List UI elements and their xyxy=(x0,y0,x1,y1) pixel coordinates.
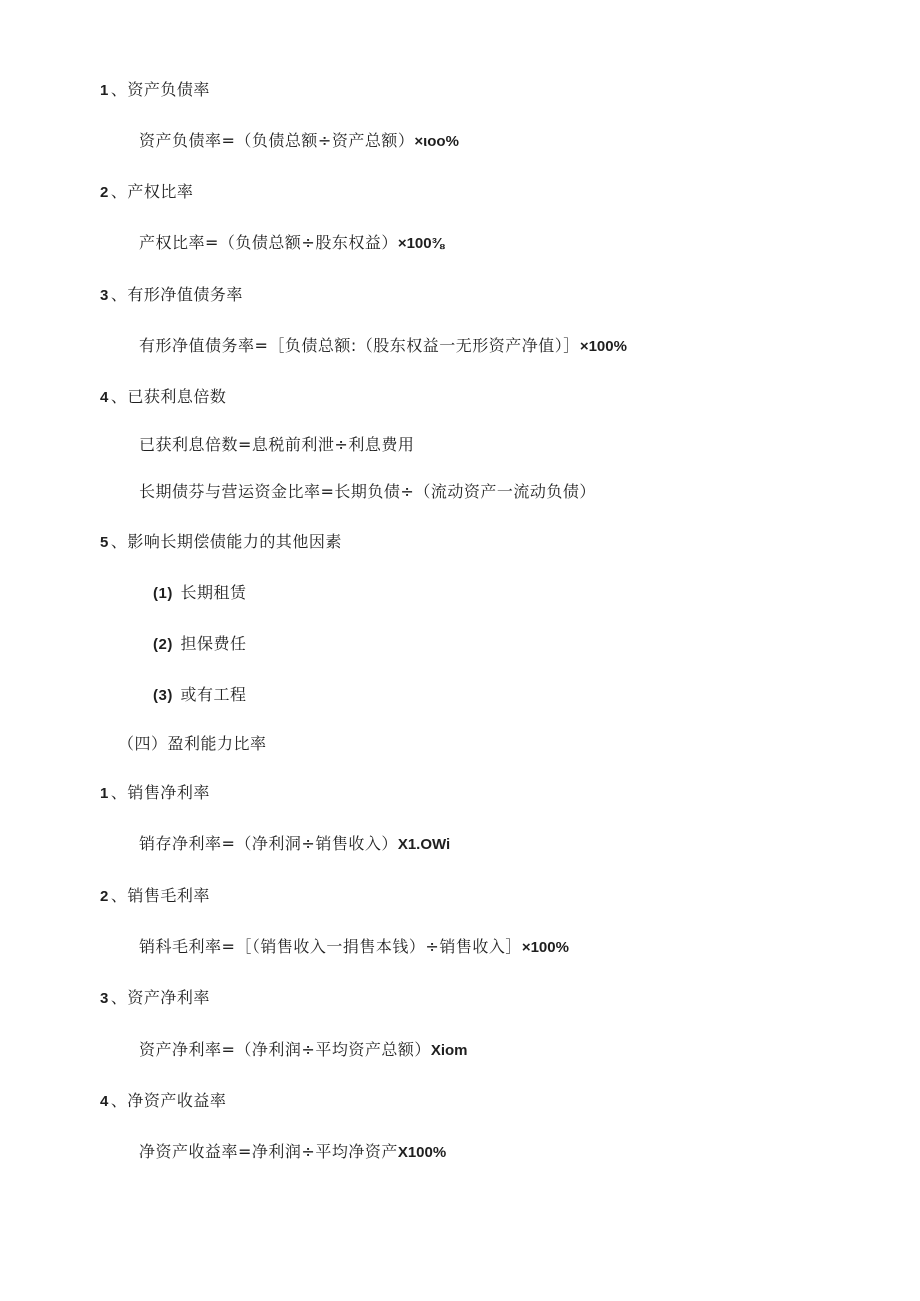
sub-item-number: (3) xyxy=(153,687,173,704)
formula-text: 销存净利率=（净利洞÷销售收入） xyxy=(139,834,398,853)
section-heading xyxy=(118,734,267,754)
formula-text: 净资产收益率=净利润÷平均净资产 xyxy=(139,1142,398,1161)
formula-line xyxy=(139,435,414,455)
formula-line xyxy=(139,834,450,855)
heading-text: 已获利息倍数 xyxy=(127,387,227,406)
sub-item-text: 或有工程 xyxy=(180,685,247,704)
heading-text: 资产负债率 xyxy=(127,80,210,99)
section-heading-text: （四）盈利能力比率 xyxy=(118,734,267,753)
heading-item xyxy=(100,886,210,907)
heading-separator: 、 xyxy=(110,387,128,406)
heading-item xyxy=(100,80,210,101)
heading-text: 有形净值债务率 xyxy=(127,285,243,304)
heading-text: 资产净利率 xyxy=(127,988,210,1007)
heading-number: 1 xyxy=(100,82,109,99)
sub-item-text: 长期租赁 xyxy=(180,583,247,602)
formula-text: 产权比率=（负债总额÷股东权益） xyxy=(139,233,398,252)
heading-text: 销售毛利率 xyxy=(127,886,210,905)
heading-text: 净资产收益率 xyxy=(127,1091,227,1110)
sub-item xyxy=(153,634,246,655)
formula-suffix: ×100⅜ xyxy=(397,235,445,252)
formula-line xyxy=(139,1040,468,1061)
heading-text: 影响长期偿债能力的其他因素 xyxy=(127,532,342,551)
formula-line xyxy=(139,482,596,502)
heading-number: 4 xyxy=(100,1093,109,1110)
heading-item xyxy=(100,182,193,203)
heading-number: 2 xyxy=(100,888,109,905)
heading-number: 5 xyxy=(100,534,109,551)
formula-suffix: X100% xyxy=(397,1144,447,1161)
formula-line xyxy=(139,937,569,958)
heading-separator: 、 xyxy=(110,783,128,802)
formula-text: 长期债芬与营运资金比率=长期负债÷（流动资产一流动负债） xyxy=(139,482,596,501)
formula-text: 有形净值债务率=［负债总额:（股东权益一无形资产净值）］ xyxy=(139,336,580,355)
heading-item xyxy=(100,387,226,408)
heading-text: 产权比率 xyxy=(127,182,194,201)
heading-separator: 、 xyxy=(110,532,128,551)
heading-number: 3 xyxy=(100,287,109,304)
sub-item xyxy=(153,685,246,706)
formula-line xyxy=(139,131,459,152)
heading-item xyxy=(100,988,210,1009)
heading-number: 3 xyxy=(100,990,109,1007)
formula-suffix: X1.OWi xyxy=(397,836,451,853)
heading-number: 1 xyxy=(100,785,109,802)
formula-suffix: ×100% xyxy=(521,939,569,956)
heading-number: 4 xyxy=(100,389,109,406)
heading-separator: 、 xyxy=(110,285,128,304)
formula-text: 资产负债率=（负债总额÷资产总额） xyxy=(139,131,415,150)
formula-text: 资产净利率=（净利润÷平均资产总额） xyxy=(139,1040,431,1059)
heading-item xyxy=(100,532,342,553)
formula-text: 销科毛利率=［（销售收入一捐售本钱）÷销售收入］ xyxy=(139,937,522,956)
heading-number: 2 xyxy=(100,184,109,201)
heading-separator: 、 xyxy=(110,988,128,1007)
sub-item-text: 担保费任 xyxy=(180,634,247,653)
heading-item xyxy=(100,783,210,804)
heading-separator: 、 xyxy=(110,182,128,201)
sub-item-number: (2) xyxy=(153,636,173,653)
heading-item xyxy=(100,285,243,306)
formula-suffix: Xiom xyxy=(430,1042,468,1059)
heading-separator: 、 xyxy=(110,886,128,905)
formula-line xyxy=(139,233,444,254)
formula-line xyxy=(139,1142,446,1163)
heading-text: 销售净利率 xyxy=(127,783,210,802)
formula-line xyxy=(139,336,627,357)
heading-item xyxy=(100,1091,226,1112)
sub-item-number: (1) xyxy=(153,585,173,602)
formula-suffix: ×ιoo% xyxy=(414,133,459,150)
formula-text: 已获利息倍数=息税前利泄÷利息费用 xyxy=(139,435,415,454)
heading-separator: 、 xyxy=(110,80,128,99)
heading-separator: 、 xyxy=(110,1091,128,1110)
formula-suffix: ×100% xyxy=(579,338,627,355)
sub-item xyxy=(153,583,246,604)
